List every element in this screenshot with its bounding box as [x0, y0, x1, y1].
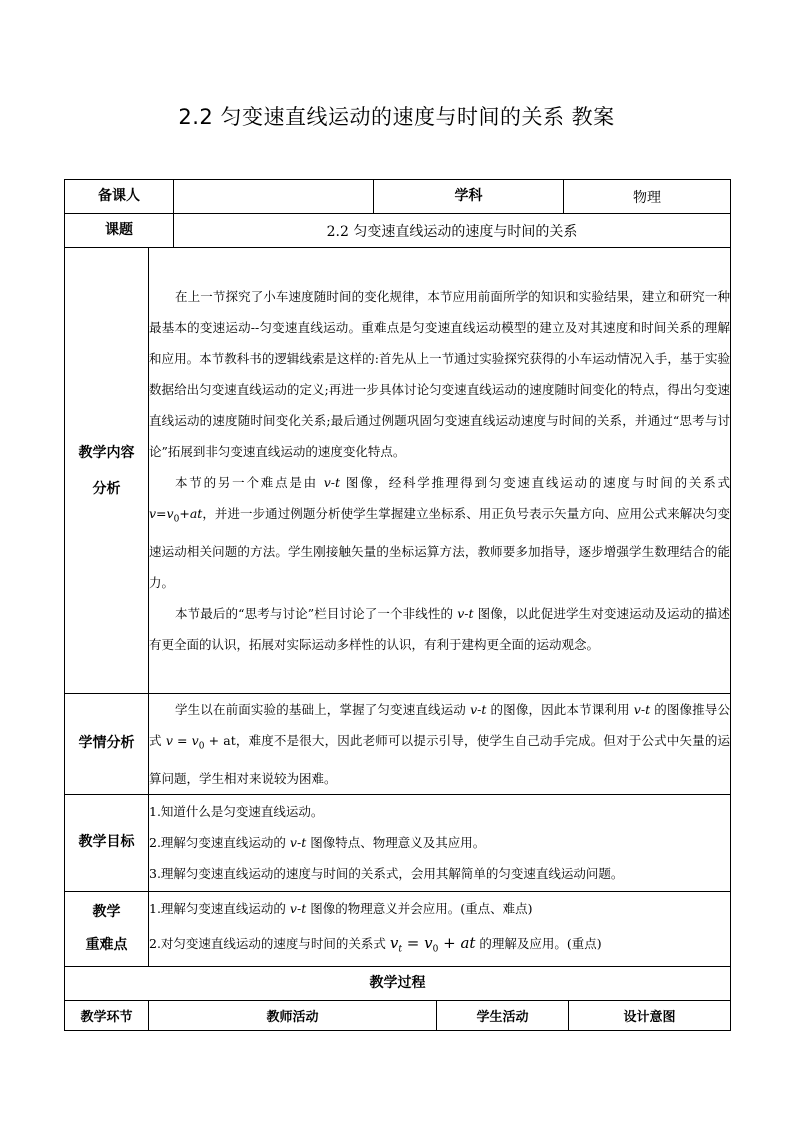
- key-points-list: [149, 891, 731, 967]
- key-point-item-1: 1.理解匀变速直线运动的 v-t 图像的物理意义并会应用。(重点、难点): [149, 900, 533, 916]
- preparer-label: 备课人: [65, 180, 174, 214]
- goal-item-2: 2.理解匀变速直线运动的 v-t 图像特点、物理意义及其应用。: [149, 835, 486, 850]
- process-heading: 教学过程: [65, 967, 731, 1001]
- document-title: 2.2 匀变速直线运动的速度与时间的关系 教案: [178, 105, 615, 129]
- content-analysis-label: 教学内容 分析: [65, 248, 149, 694]
- lesson-plan-table: [64, 179, 731, 1031]
- col-teaching-stage: 教学环节: [65, 1001, 149, 1031]
- content-analysis-text: [149, 248, 731, 694]
- student-analysis-text: 学生以在前面实验的基础上，掌握了匀变速直线运动 v-t 的图像，因此本节课利用 v-t 的图像推导公式 $v = v_0$ + at，难度不是很大，因此老师可以提示引导，使学生自己动手完成。但对于公式中矢量的运算问题，学生相对来说较为困难。: [149, 694, 731, 795]
- preparer-value: [174, 180, 374, 214]
- process-columns-row: [65, 1001, 731, 1031]
- subject-label: 学科: [374, 180, 564, 214]
- goal-item-1: 1.知道什么是匀变速直线运动。: [149, 804, 324, 819]
- key-points-row: [65, 891, 731, 967]
- topic-row: [65, 214, 731, 248]
- key-points-label: 教学 重难点: [65, 891, 149, 967]
- topic-value: 2.2 匀变速直线运动的速度与时间的关系: [174, 214, 731, 248]
- topic-label: 课题: [65, 214, 174, 248]
- info-row: [65, 180, 731, 214]
- process-heading-row: [65, 967, 731, 1001]
- goals-label: 教学目标: [65, 794, 149, 891]
- content-paragraph-2: 本节的另一个难点是由 v-t 图像，经科学推理得到匀变速直线运动的速度与时间的关系式 $v=v_0+at$，并进一步通过例题分析使学生掌握建立坐标系、用正负号表示矢量方向、应用公式来解决匀变速运动相关问题的方法。学生刚接触矢量的坐标运算方法，教师要多加指导，逐步增强学生数理结合的能力。: [149, 475, 730, 590]
- col-design-intent: 设计意图: [569, 1001, 731, 1031]
- goal-item-3: 3.理解匀变速直线运动的速度与时间的关系式，会用其解简单的匀变速直线运动问题。: [149, 866, 624, 881]
- student-analysis-row: [65, 694, 731, 795]
- subject-value: 物理: [564, 180, 731, 214]
- content-paragraph-1: 在上一节探究了小车速度随时间的变化规律，本节应用前面所学的知识和实验结果，建立和研究一种最基本的变速运动--匀变速直线运动。重难点是匀变速直线运动模型的建立及对其速度和时间关系的理解和应用。本节教科书的逻辑线索是这样的:首先从上一节通过实验探究获得的小车运动情况入手，基于实验数据给出匀变速直线运动的定义;再进一步具体讨论匀变速直线运动的速度随时间变化的特点，得出匀变速直线运动的速度随时间变化关系;最后通过例题巩固匀变速直线运动速度与时间的关系，并通过“思考与讨论”拓展到非匀变速直线运动的速度变化特点。: [149, 289, 730, 460]
- col-student-activity: 学生活动: [437, 1001, 569, 1031]
- col-teacher-activity: 教师活动: [149, 1001, 437, 1031]
- student-analysis-label: 学情分析: [65, 694, 149, 795]
- goals-row: [65, 794, 731, 891]
- key-point-item-2: 2.对匀变速直线运动的速度与时间的关系式 $v_t = v_0$ + at 的理解及应用。(重点): [149, 933, 602, 954]
- goals-list: [149, 794, 731, 891]
- content-analysis-row: [65, 248, 731, 694]
- content-paragraph-3: 本节最后的“思考与讨论”栏目讨论了一个非线性的 v-t 图像，以此促进学生对变速运动及运动的描述有更全面的认识，拓展对实际运动多样性的认识，有利于建构更全面的运动观念。: [149, 605, 730, 652]
